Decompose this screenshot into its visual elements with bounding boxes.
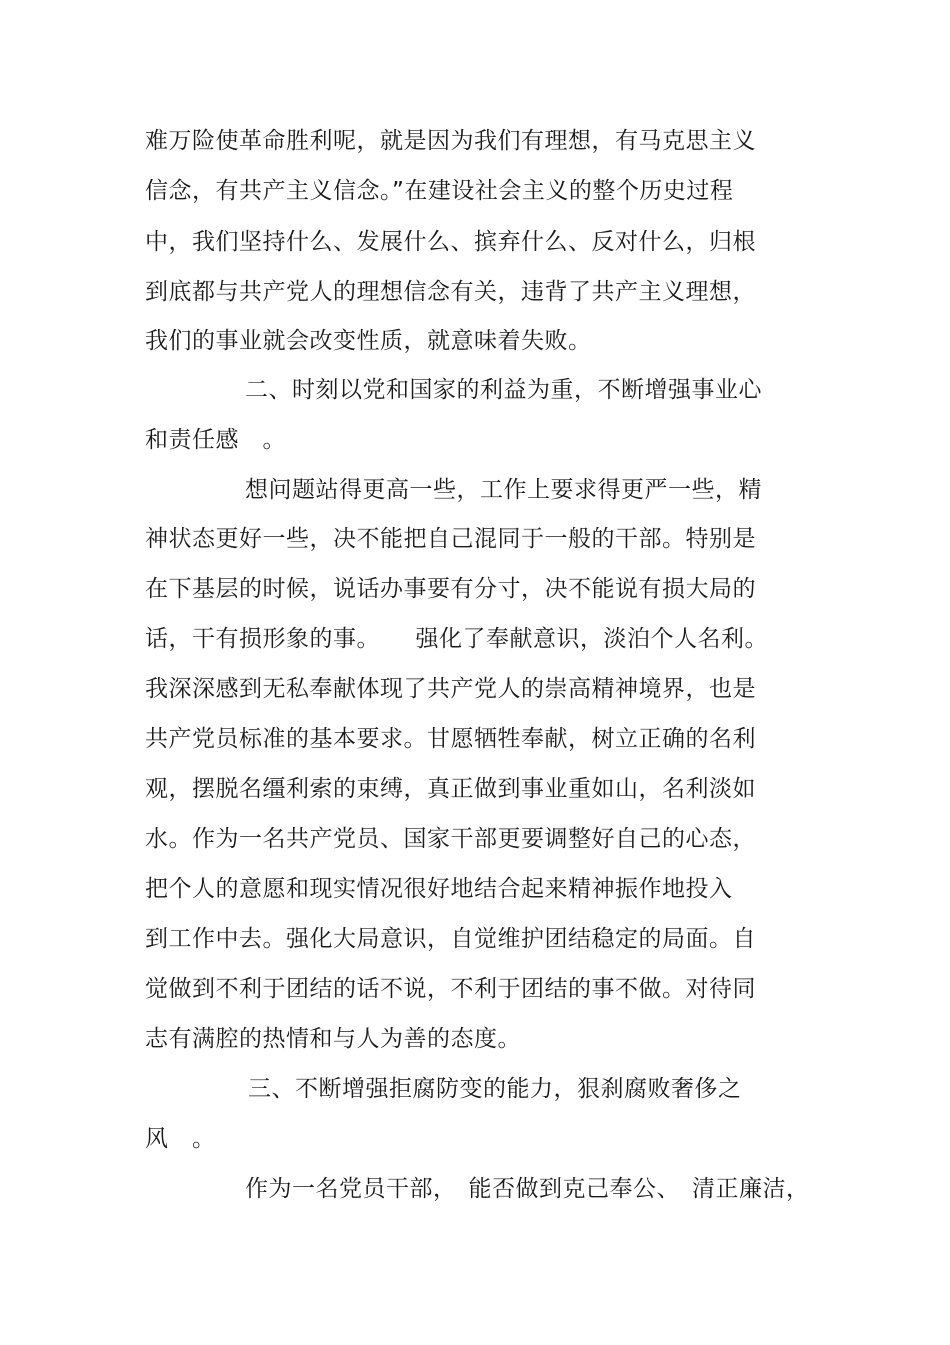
text-line: 信念，有共产主义信念。”在建设社会主义的整个历史过程 bbox=[145, 178, 734, 204]
text-line: 志有满腔的热情和与人为善的态度。 bbox=[145, 1026, 521, 1052]
text-line: 我们的事业就会改变性质，就意味着失败。 bbox=[145, 328, 592, 354]
text-line: 难万险使革命胜利呢，就是因为我们有理想，有马克思主义 bbox=[145, 128, 756, 154]
text-line: 到工作中去。强化大局意识，自觉维护团结稳定的局面。自 bbox=[145, 926, 756, 952]
text-line: 话，干有损形象的事。 强化了奉献意识，淡泊个人名利。 bbox=[145, 626, 768, 652]
text-line: 我深深感到无私奉献体现了共产党人的崇高精神境界，也是 bbox=[145, 676, 756, 702]
text-line: 在下基层的时候，说话办事要有分寸，决不能说有损大局的 bbox=[145, 576, 756, 602]
section-heading-3: 三、不断增强拒腐防变的能力，狠刹腐败奢侈之 bbox=[248, 1076, 742, 1102]
text-line: 中，我们坚持什么、发展什么、摈弃什么、反对什么，归根 bbox=[145, 229, 756, 255]
text-line: 水。作为一名共产党员、国家干部更要调整好自己的心态， bbox=[145, 826, 756, 852]
section-heading-3-cont: 风 。 bbox=[145, 1126, 216, 1152]
text-line: 到底都与共产党人的理想信念有关，违背了共产主义理想， bbox=[145, 279, 756, 305]
text-line: 把个人的意愿和现实情况很好地结合起来精神振作地投入 bbox=[145, 876, 733, 902]
text-line: 共产党员标准的基本要求。甘愿牺牲奉献，树立正确的名利 bbox=[145, 726, 756, 752]
paragraph-start: 作为一名党员干部， 能否做到克己奉公、 清正廉洁， bbox=[245, 1176, 810, 1202]
section-heading-2: 二、时刻以党和国家的利益为重，不断增强事业心 bbox=[245, 377, 762, 403]
text-line: 观，摆脱名缰利索的束缚，真正做到事业重如山，名利淡如 bbox=[145, 776, 756, 802]
text-line: 觉做到不利于团结的话不说，不利于团结的事不做。对待同 bbox=[145, 976, 756, 1002]
section-heading-2-cont: 和责任感 。 bbox=[145, 427, 286, 453]
text-line: 神状态更好一些，决不能把自己混同于一般的干部。特别是 bbox=[145, 526, 756, 552]
paragraph-start: 想问题站得更高一些，工作上要求得更严一些，精 bbox=[245, 477, 762, 503]
